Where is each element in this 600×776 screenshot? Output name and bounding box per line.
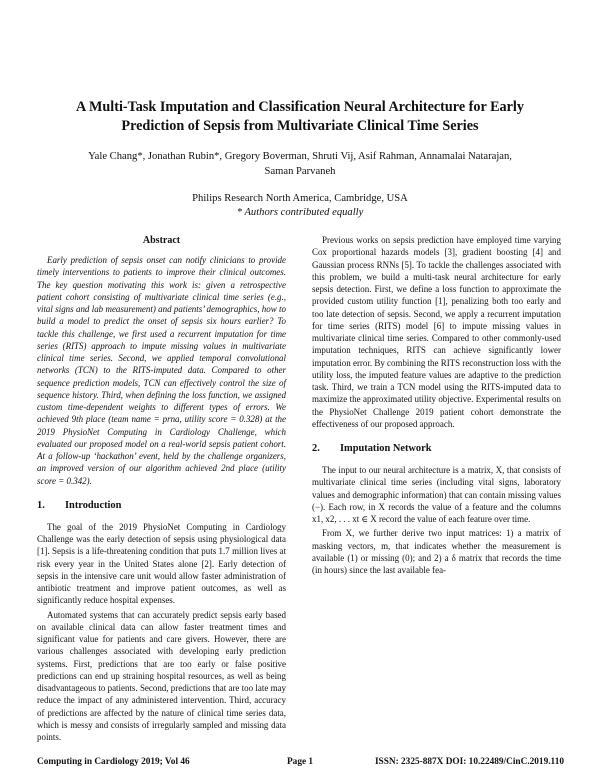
issn-doi: ISSN: 2325-887X DOI: 10.22489/CinC.2019.110 — [374, 757, 564, 767]
title-line-1: A Multi-Task Imputation and Classification Neural Architecture for Early — [76, 99, 524, 115]
imputation-paragraph-1: The input to our neural architecture is a matrix, X, that consists of multivariate clinical time series (including vital signs, laboratory values and demographic information) that can contain missing values (−). Each row, in X records the value of a feature and the columns x1, x2, . . . xt ∈ X record the value of each feature over time. — [312, 465, 561, 524]
affiliation: Philips Research North America, Cambridge, USA — [192, 193, 408, 204]
equal-contribution-note: * Authors contributed equally — [236, 207, 364, 218]
authors-line-1: Yale Chang*, Jonathan Rubin*, Gregory Boverman, Shruti Vij, Asif Rahman, Annamalai Natarajan, — [88, 151, 512, 162]
journal-name: Computing in Cardiology 2019; Vol 46 — [37, 757, 190, 767]
authors-line-2: Saman Parvaneh — [264, 165, 336, 177]
author-list — [30, 150, 570, 179]
abstract-text: Early prediction of sepsis onset can notify clinicians to provide timely interventions to patients to improve their clinical outcomes. The key question motivating this work is: given a retrospective patient cohort consisting of multivariate clinical time series (e.g., vital signs and lab measurement) and patients’ demographics, how to build a model to predict the onset of sepsis six hours earlier? To tackle this challenge, we first used a recurrent imputation for time series (RITS) approach to impute missing values in multivariate clinical time series. Second, we applied temporal convolutional networks (TCN) to the RITS-imputed data. Compared to other sequence prediction models, TCN can effectively control the size of sequence history. Third, when defining the loss function, we assigned custom time-dependent weights to different types of errors. We achieved 9th place (team name = prna, utility score = 0.328) at the 2019 PhysioNet Computing in Cardiology Challenge, which evaluated our proposed model on a real-world sepsis patient cohort. At a follow-up ‘hackathon’ event, held by the challenge organizers, an improved version of our algorithm achieved 2nd place (utility score = 0.342). — [37, 255, 286, 486]
section-title: Imputation Network — [340, 443, 432, 454]
title-line-2: Prediction of Sepsis from Multivariate Clinical Time Series — [121, 118, 479, 134]
section-title: Introduction — [65, 499, 122, 511]
right-column — [312, 234, 561, 576]
abstract-heading: Abstract — [142, 235, 181, 246]
section-number: 1. — [37, 499, 45, 511]
section-number: 2. — [312, 443, 320, 454]
paper-title — [30, 98, 570, 136]
intro-paragraph-2: Automated systems that can accurately predict sepsis early based on available clinical data can allow faster treatment times and significant value for patients and care givers. However, there are various challenges associated with developing early prediction systems. First, predictions that are too early or false positive predictions can end up straining hospital resources, as well as being disadvantageous to patients. Second, predictions that are too late may reduce the impact of any administered intervention. Third, accuracy of predictions are affected by the nature of clinical time series data, which is messy and consists of irregularly sampled and missing data points. — [37, 609, 286, 742]
page-footer — [37, 757, 564, 771]
section-heading-imputation — [312, 442, 561, 456]
abstract — [37, 254, 286, 487]
page-number: Page 1 — [287, 757, 314, 767]
left-column — [37, 234, 286, 743]
section-heading-introduction — [37, 499, 286, 513]
affiliation-block — [30, 192, 570, 220]
intro-paragraph-1: The goal of the 2019 PhysioNet Computing in Cardiology Challenge was the early detection of sepsis using physiological data [1]. Sepsis is a life-threatening condition that puts 1.7 million lives at risk every year in the United States alone [2]. Early detection of sepsis in the intensive care unit would allow faster administration of antibiotic treatment and improve patient outcomes, as well as significantly reduce hospital expenses. — [37, 521, 286, 606]
imputation-paragraph-2: From X, we further derive two input matrices: 1) a matrix of masking vectors, m, that indicates whether the measurement is available (1) or missing (0); and 2) a δ matrix that records the time (in hours) since the last available fea- — [312, 528, 561, 575]
intro-paragraph-3: Previous works on sepsis prediction have employed time varying Cox proportional hazards models [3], gradient boosting [4] and Gaussian process RNNs [5]. To tackle the challenges associated with this problem, we build a multi-task neural architecture for early sepsis detection. First, we define a loss function to approximate the provided custom utility function [1], penalizing both too early and too late detection of sepsis. Second, we apply a recurrent imputation for time series (RITS) model [6] to impute missing values in multivariate clinical time series. Compared to other commonly-used imputation techniques, RITS can achieve significantly lower imputation error. By combining the RITS reconstruction loss with the utility loss, the imputed feature values are adaptive to the prediction task. Third, we train a TCN model using the RITS-imputed data to maximize the approximated utility objective. Experimental results on the PhysioNet Challenge 2019 patient cohort demonstrate the effectiveness of our proposed approach. — [312, 235, 561, 429]
